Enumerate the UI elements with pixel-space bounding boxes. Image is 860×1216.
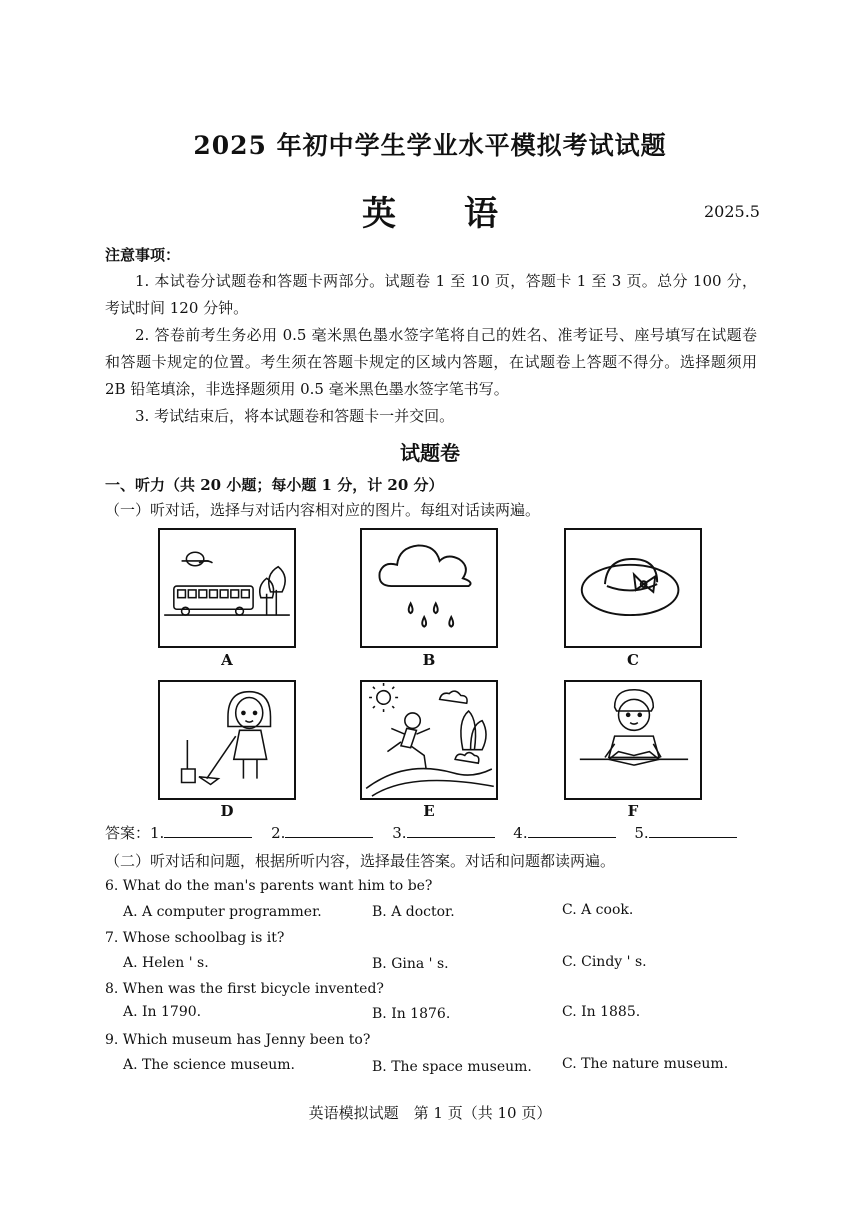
option-c: C. The nature museum. (562, 1056, 729, 1072)
picture-b (360, 528, 498, 648)
part1-heading: 一、听力（共 20 小题；每小题 1 分，计 20 分） (105, 476, 444, 494)
picture-label: E (423, 802, 435, 820)
boy-reading-icon (566, 682, 700, 798)
picture-a (158, 528, 296, 648)
option-b: B. The space museum. (372, 1059, 532, 1075)
page-footer: 英语模拟试题 第 1 页（共 10 页） (308, 1104, 552, 1122)
exam-date: 2025.5 (704, 202, 760, 221)
subject-title: 英 语 (362, 194, 498, 234)
option-a: A. Helen ' s. (123, 955, 209, 971)
exam-title: 2025 年初中学生学业水平模拟考试试题 (193, 131, 667, 160)
picture-f (564, 680, 702, 800)
answer-num: 4. (513, 824, 528, 842)
boy-running-icon (362, 682, 496, 798)
picture-label: F (627, 802, 639, 820)
girl-sweeping-icon (160, 682, 294, 798)
notice-item: 2. 答卷前考生务必用 0.5 毫米黑色墨水签字笔将自己的姓名、准考证号、座号填写在试题卷和答题卡规定的位置。考生须在答题卡规定的区域内答题，在试题卷上答题不得分。选择题须用 2B 铅笔填涂，非选择题须用 0.5 毫米黑色墨水签字笔书写。 (105, 326, 757, 398)
picture-label: C (627, 651, 639, 669)
answer-blank[interactable] (649, 823, 737, 838)
option-b: B. Gina ' s. (372, 956, 449, 972)
question-text: 8. When was the first bicycle invented? (105, 981, 384, 997)
part2-heading: （二）听对话和问题，根据所听内容，选择最佳答案。对话和问题都读两遍。 (105, 852, 616, 870)
question-text: 7. Whose schoolbag is it? (105, 930, 285, 946)
question-text: 6. What do the man's parents want him to be? (105, 878, 433, 894)
section-title: 试题卷 (400, 441, 460, 465)
picture-label: D (220, 802, 234, 820)
answer-blank[interactable] (164, 823, 252, 838)
notice-item: 1. 本试卷分试题卷和答题卡两部分。试题卷 1 至 10 页，答题卡 1 至 3 页。总分 100 分，考试时间 120 分钟。 (105, 272, 757, 317)
option-a: A. The science museum. (123, 1057, 295, 1073)
answer-line (105, 822, 751, 843)
option-a: A. A computer programmer. (123, 904, 322, 920)
option-a: A. In 1790. (123, 1004, 202, 1020)
rain-cloud-icon (362, 530, 496, 646)
question-text: 9. Which museum has Jenny been to? (105, 1032, 371, 1048)
hat-icon (566, 530, 700, 646)
picture-e (360, 680, 498, 800)
picture-label: B (422, 651, 436, 669)
answer-num: 2. (271, 824, 286, 842)
notice-item: 3. 考试结束后，将本试题卷和答题卡一并交回。 (135, 407, 455, 425)
answer-num: 1. (150, 824, 165, 842)
part1-instructions: （一）听对话，选择与对话内容相对应的图片。每组对话读两遍。 (105, 501, 541, 519)
option-c: C. Cindy ' s. (562, 954, 647, 970)
answer-num: 5. (634, 824, 649, 842)
picture-c (564, 528, 702, 648)
option-c: C. In 1885. (562, 1004, 641, 1020)
picture-label: A (221, 651, 233, 669)
option-c: C. A cook. (562, 902, 634, 918)
notice-list (105, 268, 757, 430)
picture-d (158, 680, 296, 800)
option-b: B. In 1876. (372, 1006, 451, 1022)
answer-blank[interactable] (407, 823, 495, 838)
answer-label: 答案： (105, 824, 151, 842)
answer-blank[interactable] (528, 823, 616, 838)
notice-heading: 注意事项： (105, 246, 181, 264)
answer-num: 3. (392, 824, 407, 842)
bus-icon (160, 530, 294, 646)
answer-blank[interactable] (285, 823, 373, 838)
option-b: B. A doctor. (372, 904, 455, 920)
